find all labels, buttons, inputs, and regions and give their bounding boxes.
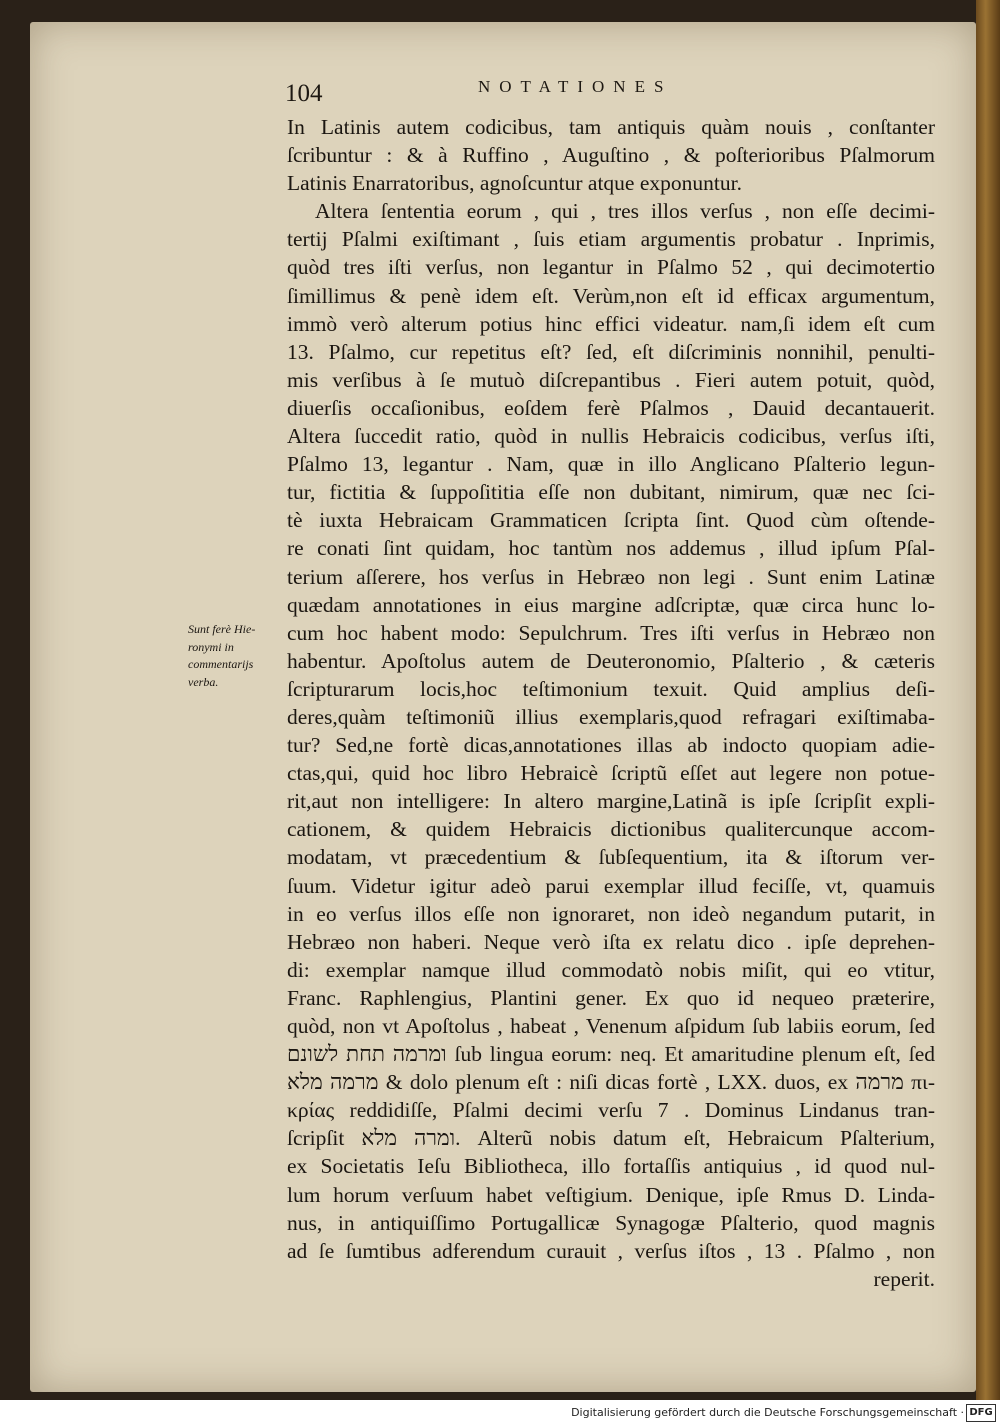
text-line: ex Societatis Ieſu Bibliotheca, illo fortaſſis antiquius , id quod nul- (287, 1154, 935, 1179)
text-line: tur, fictitia & ſuppoſititia eſſe non dubitant, nimirum, quæ nec ſci- (287, 480, 935, 505)
text-line: nus, in antiquiſſimo Portugallicæ Synagogæ Pſalterio, quod magnis (287, 1210, 935, 1235)
text-line: diuerſis occaſionibus, eoſdem ferè Pſalmos , Dauid decantauerit. (287, 395, 935, 420)
marginal-note (188, 621, 268, 691)
page-number: 104 (285, 80, 323, 107)
text-line: lum horum verſuum habet veſtigium. Denique, ipſe Rmus D. Linda- (287, 1182, 935, 1207)
marginal-note-line: verba. (188, 674, 219, 689)
funding-credit: Digitalisierung gefördert durch die Deutsche Forschungsgemeinschaft · (571, 1406, 964, 1419)
text-line: reperit. (873, 1266, 935, 1291)
text-line: Pſalmo 13, legantur . Nam, quæ in illo Anglicano Pſalterio legun- (287, 452, 935, 477)
text-line: tur? Sed,ne fortè dicas,annotationes illas ab indocto quopiam adie- (287, 733, 935, 758)
text-line: habentur. Apoſtolus autem de Deuteronomio, Pſalterio , & cæteris (287, 648, 935, 673)
text-line: in eo verſus illos eſſe non ignoraret, non ideò negandum putarit, in (287, 901, 935, 926)
text-line: ſuum. Videtur igitur adeò parui exemplar illud feciſſe, vt, quamuis (287, 873, 935, 898)
text-line: re conati ſint quidam, hoc tantùm nos addemus , illud ipſum Pſal- (287, 536, 935, 561)
footer-bar (0, 1400, 1000, 1427)
text-line: rit,aut non intelligere: In altero margine,Latinã is ipſe ſcripſit expli- (287, 789, 935, 814)
text-line: Franc. Raphlengius, Plantini gener. Ex quo id nequeo præterire, (287, 985, 935, 1010)
text-line: κρίας reddidiſſe, Pſalmi decimi verſu 7 . Dominus Lindanus tran- (287, 1098, 935, 1123)
text-line: tertij Pſalmi exiſtimant , ſuis etiam argumentis probatur . Inprimis, (287, 227, 935, 252)
text-line: ſcribuntur : & à Ruffino , Auguſtino , & poſterioribus Pſalmorum (287, 143, 935, 168)
text-line: ctas,qui, quid hoc libro Hebraicè ſcriptũ eſſet aut legere non potue- (287, 761, 935, 786)
text-line: immò verò alterum potius hinc effici videatur. nam,ſi idem eſt cum (287, 311, 935, 336)
text-line: ומרמה תחת לשונם ſub lingua eorum: neq. Et amaritudine plenum eſt, ſed (287, 1042, 935, 1067)
text-line: מרמה מלא & dolo plenum eſt : niſi dicas fortè , LXX. duos, ex מרמה πι- (287, 1070, 935, 1095)
text-line: Hebræo non haberi. Neque verò iſta ex relatu dico . ipſe deprehen- (287, 929, 935, 954)
running-head: NOTATIONES (478, 77, 673, 96)
text-line: 13. Pſalmo, cur repetitus eſt? ſed, eſt diſcriminis nonnihil, penulti- (287, 339, 935, 364)
marginal-note-line: Sunt ferè Hie- (188, 622, 256, 636)
text-line: mis verſibus à ſe mutuò diſcrepantibus . Fieri autem potuit, quòd, (287, 367, 935, 392)
text-line: modatam, vt præcedentium & ſubſequentium, ita & iſtorum ver- (287, 845, 935, 870)
text-line: deres,quàm teſtimoniũ illius exemplaris,quod refragari exiſtimaba- (287, 704, 935, 729)
text-line: quædam annotationes in eius margine adſcriptæ, quæ circa hunc lo- (287, 592, 935, 617)
body-text (287, 113, 935, 1293)
text-line: cationem, & quidem Hebraicis dictionibus qualitercunque accom- (287, 817, 935, 842)
text-line: ſcripturarum locis,hoc teſtimonium texuit. Quid amplius deſi- (287, 676, 935, 701)
text-line: quòd, non vt Apoſtolus , habeat , Venenum aſpidum ſub labiis eorum, ſed (287, 1014, 935, 1038)
text-line: tè iuxta Hebraicam Grammaticen ſcripta ſint. Quod cùm oſtende- (287, 508, 935, 533)
dfg-logo: DFG (966, 1404, 996, 1422)
text-line: terium aſſerere, hos verſus in Hebræo non legi . Sunt enim Latinæ (287, 564, 935, 589)
marginal-note-line: commentarijs (188, 657, 254, 671)
text-line: Latinis Enarratoribus, agnoſcuntur atque exponuntur. (287, 171, 742, 196)
text-line: di: exemplar namque illud commodatò nobis miſit, qui eo vtitur, (287, 957, 935, 982)
text-line: ad ſe ſumtibus adferendum curauit , verſus iſtos , 13 . Pſalmo , non (287, 1238, 935, 1263)
text-line: ſcripſit ומרה מלא. Alterũ nobis datum eſt, Hebraicum Pſalterium, (287, 1126, 935, 1151)
text-line: ſimillimus & penè idem eſt. Verùm,non eſt id efficax argumentum, (287, 283, 935, 308)
text-line: In Latinis autem codicibus, tam antiquis quàm nouis , conſtanter (287, 115, 935, 139)
marginal-note-line: ronymi in (188, 639, 234, 654)
book-edge (976, 0, 1000, 1400)
text-line: quòd tres iſti verſus, non legantur in Pſalmo 52 , qui decimotertio (287, 255, 935, 280)
text-line: cum hoc habent modo: Sepulchrum. Tres iſti verſus in Hebræo non (287, 620, 935, 645)
text-line: Altera ſententia eorum , qui , tres illos verſus , non eſſe decimi- (315, 199, 935, 224)
text-line: Altera ſuccedit ratio, quòd in nullis Hebraicis codicibus, verſus iſti, (287, 424, 935, 449)
